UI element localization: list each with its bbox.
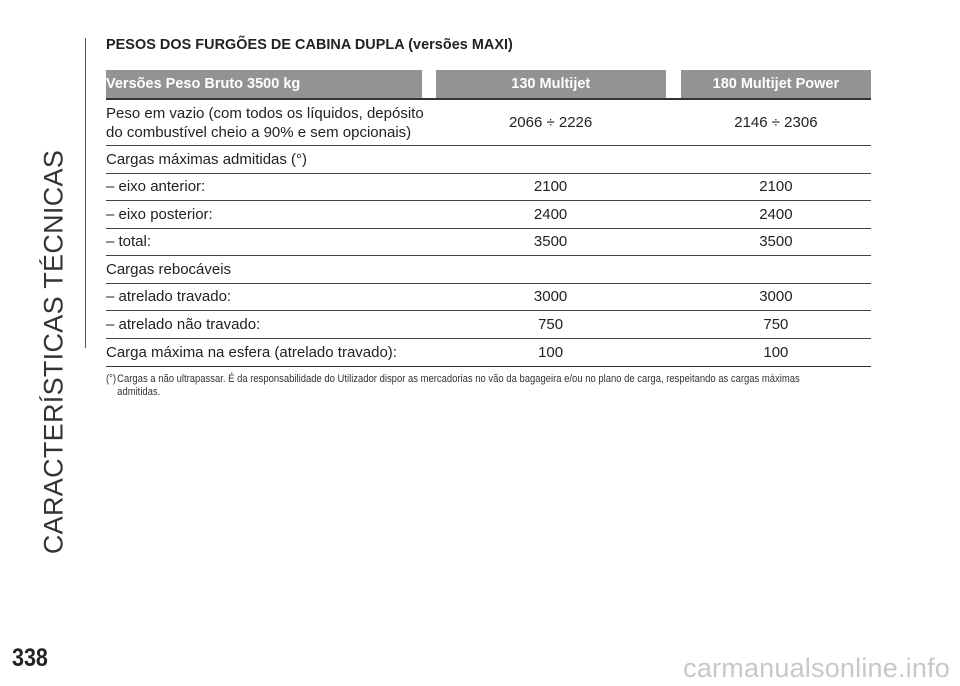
row-label: Peso em vazio (com todos os líquidos, depósito do combustível cheio a 90% e sem opcionais): [106, 104, 424, 141]
page-heading: PESOS DOS FURGÕES DE CABINA DUPLA (versões MAXI): [106, 36, 513, 53]
footnote: [106, 373, 863, 399]
table-row: [106, 100, 871, 146]
header-130-multijet: 130 Multijet: [436, 70, 666, 98]
section-title-text: CARACTERÍSTICAS TÉCNICAS: [38, 149, 69, 555]
row-value-180: 2100: [759, 178, 793, 196]
row-value-180: 750: [763, 315, 789, 333]
row-value-180: 3000: [759, 288, 793, 306]
side-divider: [85, 38, 86, 348]
row-value-180: 2400: [759, 205, 793, 223]
row-label: Cargas rebocáveis: [106, 260, 232, 278]
table-row: [106, 201, 871, 229]
footnote-mark: (°): [106, 372, 117, 385]
row-value-130: 3500: [533, 233, 568, 251]
page-number: 338: [12, 644, 48, 672]
row-value-130: 2400: [533, 205, 568, 223]
table-row: [106, 229, 871, 257]
row-value-130: 2100: [533, 178, 568, 196]
table-row: [106, 146, 871, 174]
table-row: [106, 284, 871, 312]
header-versions: Versões Peso Bruto 3500 kg: [106, 70, 422, 98]
header-180-multijet-power: 180 Multijet Power: [681, 70, 871, 98]
table-row: [106, 339, 871, 367]
main-content: [106, 36, 871, 399]
row-label: – total:: [106, 233, 152, 251]
row-label: – atrelado travado:: [106, 288, 232, 306]
row-value-180: 3500: [759, 233, 793, 251]
row-value-130: 100: [538, 343, 564, 361]
row-label: – eixo posterior:: [106, 205, 213, 223]
row-value-180: 100: [763, 343, 789, 361]
row-label: Carga máxima na esfera (atrelado travado):: [106, 343, 397, 361]
row-value-130: 3000: [533, 288, 568, 306]
watermark: carmanualsonline.info: [683, 653, 950, 683]
footnote-line-2: admitidas.: [117, 385, 161, 398]
table-row: [106, 174, 871, 202]
weights-table: [106, 70, 871, 367]
row-label: Cargas máximas admitidas (°): [106, 150, 308, 168]
table-header: [106, 70, 871, 100]
row-value-130: 2066 ÷ 2226: [508, 114, 593, 131]
row-label: – atrelado não travado:: [106, 315, 261, 333]
row-value-130: 750: [538, 315, 564, 333]
table-row: [106, 256, 871, 284]
table-row: [106, 311, 871, 339]
footnote-line-1: Cargas a não ultrapassar. É da responsabilidade do Utilizador dispor as mercadorias no vão da bagageira e/ou no plano de carga, respeitando as cargas máximas: [117, 372, 800, 385]
row-label: – eixo anterior:: [106, 178, 206, 196]
row-value-180: 2146 ÷ 2306: [734, 114, 818, 131]
